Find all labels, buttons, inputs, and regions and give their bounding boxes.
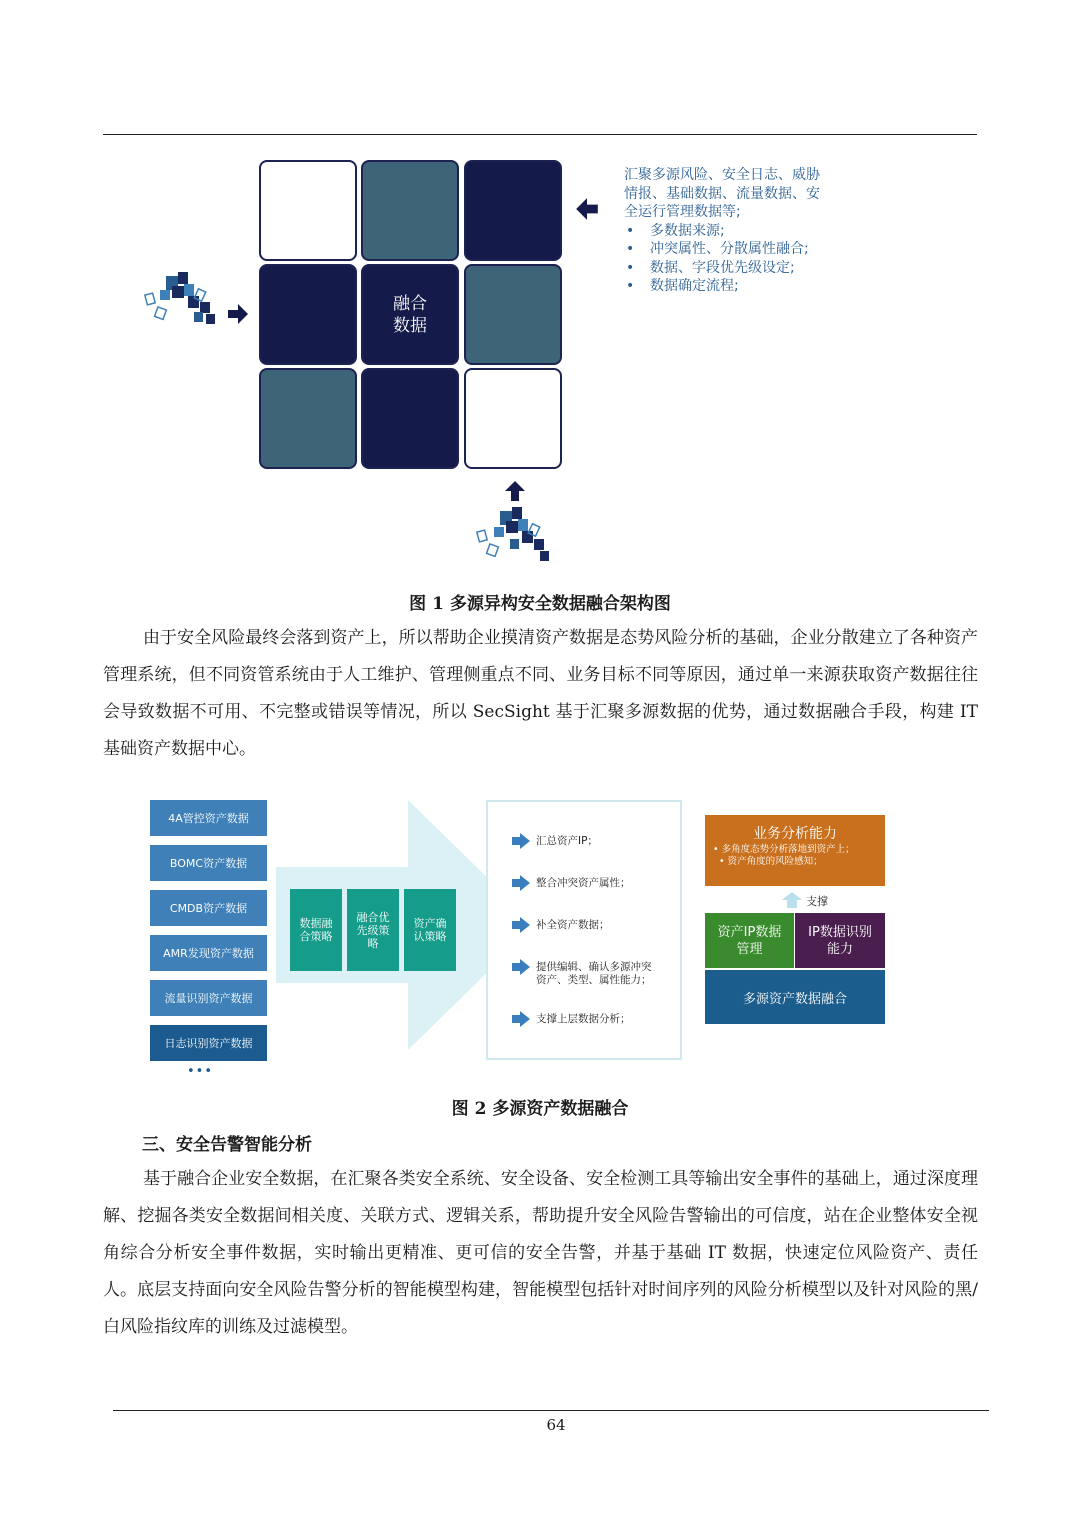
notes-intro: 汇聚多源风险、安全日志、威胁情报、基础数据、流量数据、安全运行管理数据等; [624, 167, 820, 220]
business-analysis-box [705, 815, 885, 886]
result-item [512, 917, 656, 933]
strategy-box: 融合优先级策略 [347, 889, 399, 971]
source-data-item: 流量识别资产数据 [150, 980, 267, 1016]
grid-cell [361, 160, 459, 261]
paragraph-2 [103, 1161, 978, 1346]
grid-cell [464, 368, 562, 469]
multi-source-label: 多源资产数据融合 [742, 991, 847, 1007]
strategy-box: 资产确认策略 [404, 889, 456, 971]
business-point-text: 多角度态势分析落地到资产上； [721, 844, 855, 855]
arrow-right-icon [520, 833, 530, 849]
paragraph-2-text: 基于融合企业安全数据，在汇聚各类安全系统、安全设备、安全检测工具等输出安全事件的基础上，通过深度理解、挖掘各类安全数据间相关度、关联方式、逻辑关系，帮助提升安全风险告警输出的可信度，站在企业整体安全视角综合分析安全事件数据，实时输出更精准、更可信的安全告警，并基于基础 IT 数据，快速定位风险资产、责任人。底层支持面向安全风险告警分析的智能模型构建，智能模型包括针对时间序列的风险分析模型以及针对风险的黑/白风险指纹库的训练及过滤模型。 [103, 1169, 978, 1337]
grid-cell-center [361, 264, 459, 365]
paragraph-1 [103, 620, 978, 768]
source-data-item: 日志识别资产数据 [150, 1025, 267, 1061]
source-data-item: AMR发现资产数据 [150, 935, 267, 971]
arrow-right-icon [226, 302, 250, 326]
figure-2-caption: 图 2 多源资产数据融合 [451, 1099, 629, 1119]
result-text: 汇总资产IP； [536, 835, 598, 847]
business-title: 业务分析能力 [753, 826, 837, 842]
page-number: 64 [546, 1416, 566, 1434]
notes-list [624, 222, 824, 296]
data-cluster-icon [138, 270, 228, 332]
result-item [512, 1011, 656, 1027]
asset-ip-mgmt-label: 资产IP数据管理 [717, 924, 782, 957]
grid-cell [464, 264, 562, 365]
business-point: • 资产角度的风险感知； [719, 856, 823, 867]
multi-source-box [705, 970, 885, 1024]
grid-cell [259, 368, 357, 469]
source-data-item: CMDB资产数据 [150, 890, 267, 926]
arrow-right-icon [520, 959, 530, 975]
section-heading: 三、安全告警智能分析 [142, 1135, 312, 1155]
footer-rule [113, 1410, 989, 1411]
notes-bullet: • 数据确定流程; [650, 277, 824, 296]
ip-identify-box [795, 913, 885, 968]
arrow-right-icon [520, 917, 530, 933]
business-point-text: 资产角度的风险感知； [727, 856, 823, 867]
result-item [512, 833, 656, 849]
strategy-box: 数据融合策略 [290, 889, 342, 971]
grid-cell [464, 160, 562, 261]
grid-cell [259, 160, 357, 261]
figure-1-notes [624, 166, 824, 296]
source-data-item: 4A管控资产数据 [150, 800, 267, 836]
grid-cell [259, 264, 357, 365]
result-item [512, 959, 654, 987]
notes-bullet: • 多数据来源; [650, 222, 824, 241]
arrow-right-icon [520, 875, 530, 891]
more-indicator: ••• [187, 1064, 214, 1079]
figure-1-caption: 图 1 多源异构安全数据融合架构图 [409, 594, 671, 614]
notes-bullet: • 数据、字段优先级设定; [650, 259, 824, 278]
asset-ip-mgmt-box [705, 913, 794, 968]
result-text: 补全资产数据； [536, 919, 610, 931]
grid-cell [361, 368, 459, 469]
arrow-left-icon [574, 196, 600, 222]
center-label-1: 融合 [393, 293, 427, 314]
business-point: • 多角度态势分析落地到资产上； [713, 844, 855, 855]
center-label-2: 数据 [393, 315, 427, 336]
result-text: 支撑上层数据分析； [536, 1013, 631, 1025]
result-text: 整合冲突资产属性； [536, 877, 631, 889]
arrow-up-icon [781, 891, 803, 909]
data-cluster-icon [470, 505, 560, 567]
result-text: 提供编辑、确认多源冲突资产、类型、属性能力； [536, 961, 652, 986]
notes-bullet: • 冲突属性、分散属性融合; [650, 240, 824, 259]
source-data-item: BOMC资产数据 [150, 845, 267, 881]
arrow-right-icon [520, 1011, 530, 1027]
arrow-up-icon [503, 479, 527, 503]
result-item [512, 875, 656, 891]
support-label: 支撑 [806, 895, 828, 908]
ip-identify-label: IP数据识别能力 [808, 924, 872, 957]
header-rule [103, 134, 977, 135]
paragraph-1-text: 由于安全风险最终会落到资产上，所以帮助企业摸清资产数据是态势风险分析的基础，企业分散建立了各种资产管理系统，但不同资管系统由于人工维护、管理侧重点不同、业务目标不同等原因，通过单一来源获取资产数据往往会导致数据不可用、不完整或错误等情况，所以 SecSight 基于汇聚多源数据的优势，通过数据融合手段，构建 IT 基础资产数据中心。 [103, 628, 978, 759]
